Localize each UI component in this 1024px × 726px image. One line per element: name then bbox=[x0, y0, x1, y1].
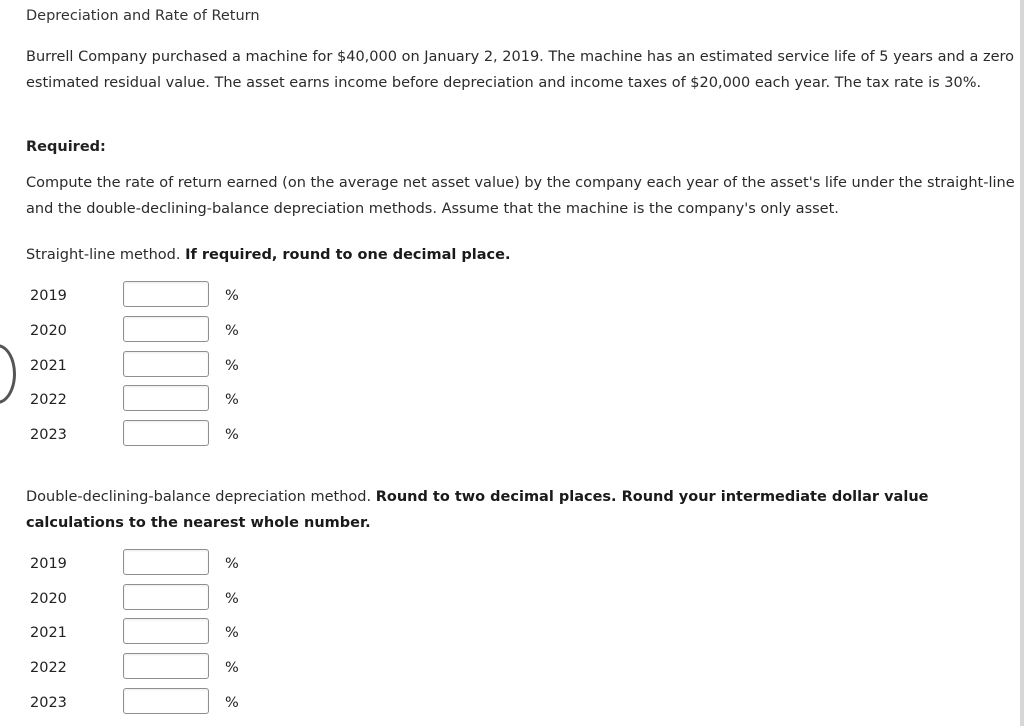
ddb-rate-input-2022[interactable] bbox=[123, 653, 209, 679]
percent-unit: % bbox=[225, 427, 239, 443]
ddb-rate-input-2023[interactable] bbox=[123, 688, 209, 714]
straight-line-label: Straight-line method. bbox=[26, 247, 181, 263]
sl-row-2022 bbox=[0, 384, 300, 419]
ddb-row-2023 bbox=[0, 687, 300, 722]
sl-year-label: 2023 bbox=[30, 427, 67, 443]
ddb-rate-input-2020[interactable] bbox=[123, 584, 209, 610]
percent-unit: % bbox=[225, 288, 239, 304]
ddb-year-label: 2022 bbox=[30, 660, 67, 676]
sl-rate-input-2022[interactable] bbox=[123, 385, 209, 411]
ddb-year-label: 2020 bbox=[30, 591, 67, 607]
sl-year-label: 2021 bbox=[30, 358, 67, 374]
sl-row-2023 bbox=[0, 419, 300, 454]
sl-row-2021 bbox=[0, 350, 300, 385]
percent-unit: % bbox=[225, 660, 239, 676]
sl-rate-input-2021[interactable] bbox=[123, 351, 209, 377]
ddb-row-2019 bbox=[0, 548, 300, 583]
sl-row-2020 bbox=[0, 315, 300, 350]
vertical-scrollbar[interactable] bbox=[1020, 0, 1024, 726]
percent-unit: % bbox=[225, 625, 239, 641]
ddb-row-2021 bbox=[0, 617, 300, 652]
percent-unit: % bbox=[225, 695, 239, 711]
percent-unit: % bbox=[225, 556, 239, 572]
problem-intro: Burrell Company purchased a machine for $40,000 on January 2, 2019. The machine has an estimated service life of 5 years and a zero estimated residual value. The asset earns income before depreciation and income taxes of $20,000 each year. The tax rate is 30%. bbox=[26, 49, 1015, 91]
sl-year-label: 2020 bbox=[30, 323, 67, 339]
sl-rate-input-2019[interactable] bbox=[123, 281, 209, 307]
percent-unit: % bbox=[225, 392, 239, 408]
sl-year-label: 2019 bbox=[30, 288, 67, 304]
sl-row-2019 bbox=[0, 280, 300, 315]
page-title: Depreciation and Rate of Return bbox=[26, 8, 260, 24]
required-text: Compute the rate of return earned (on the average net asset value) by the company each year of the asset's life under the straight-line and the double-declining-balance depreciation methods. Assume that the machine is the company's only asset. bbox=[26, 175, 1015, 217]
sl-rate-input-2023[interactable] bbox=[123, 420, 209, 446]
required-label: Required: bbox=[26, 139, 106, 155]
straight-line-rounding: If required, round to one decimal place. bbox=[185, 247, 511, 263]
percent-unit: % bbox=[225, 323, 239, 339]
percent-unit: % bbox=[225, 591, 239, 607]
ddb-rate-input-2019[interactable] bbox=[123, 549, 209, 575]
sl-rate-input-2020[interactable] bbox=[123, 316, 209, 342]
ddb-row-2020 bbox=[0, 583, 300, 618]
ddb-row-2022 bbox=[0, 652, 300, 687]
ddb-year-label: 2019 bbox=[30, 556, 67, 572]
ddb-year-label: 2023 bbox=[30, 695, 67, 711]
ddb-year-label: 2021 bbox=[30, 625, 67, 641]
ddb-rate-input-2021[interactable] bbox=[123, 618, 209, 644]
percent-unit: % bbox=[225, 358, 239, 374]
straight-line-instruction bbox=[26, 242, 1016, 268]
sl-year-label: 2022 bbox=[30, 392, 67, 408]
ddb-label: Double-declining-balance depreciation method. bbox=[26, 489, 372, 505]
ddb-instruction bbox=[26, 484, 1016, 536]
ddb-rounding: Round to two decimal places. Round your intermediate dollar value calculations to the nearest whole number. bbox=[26, 489, 929, 531]
